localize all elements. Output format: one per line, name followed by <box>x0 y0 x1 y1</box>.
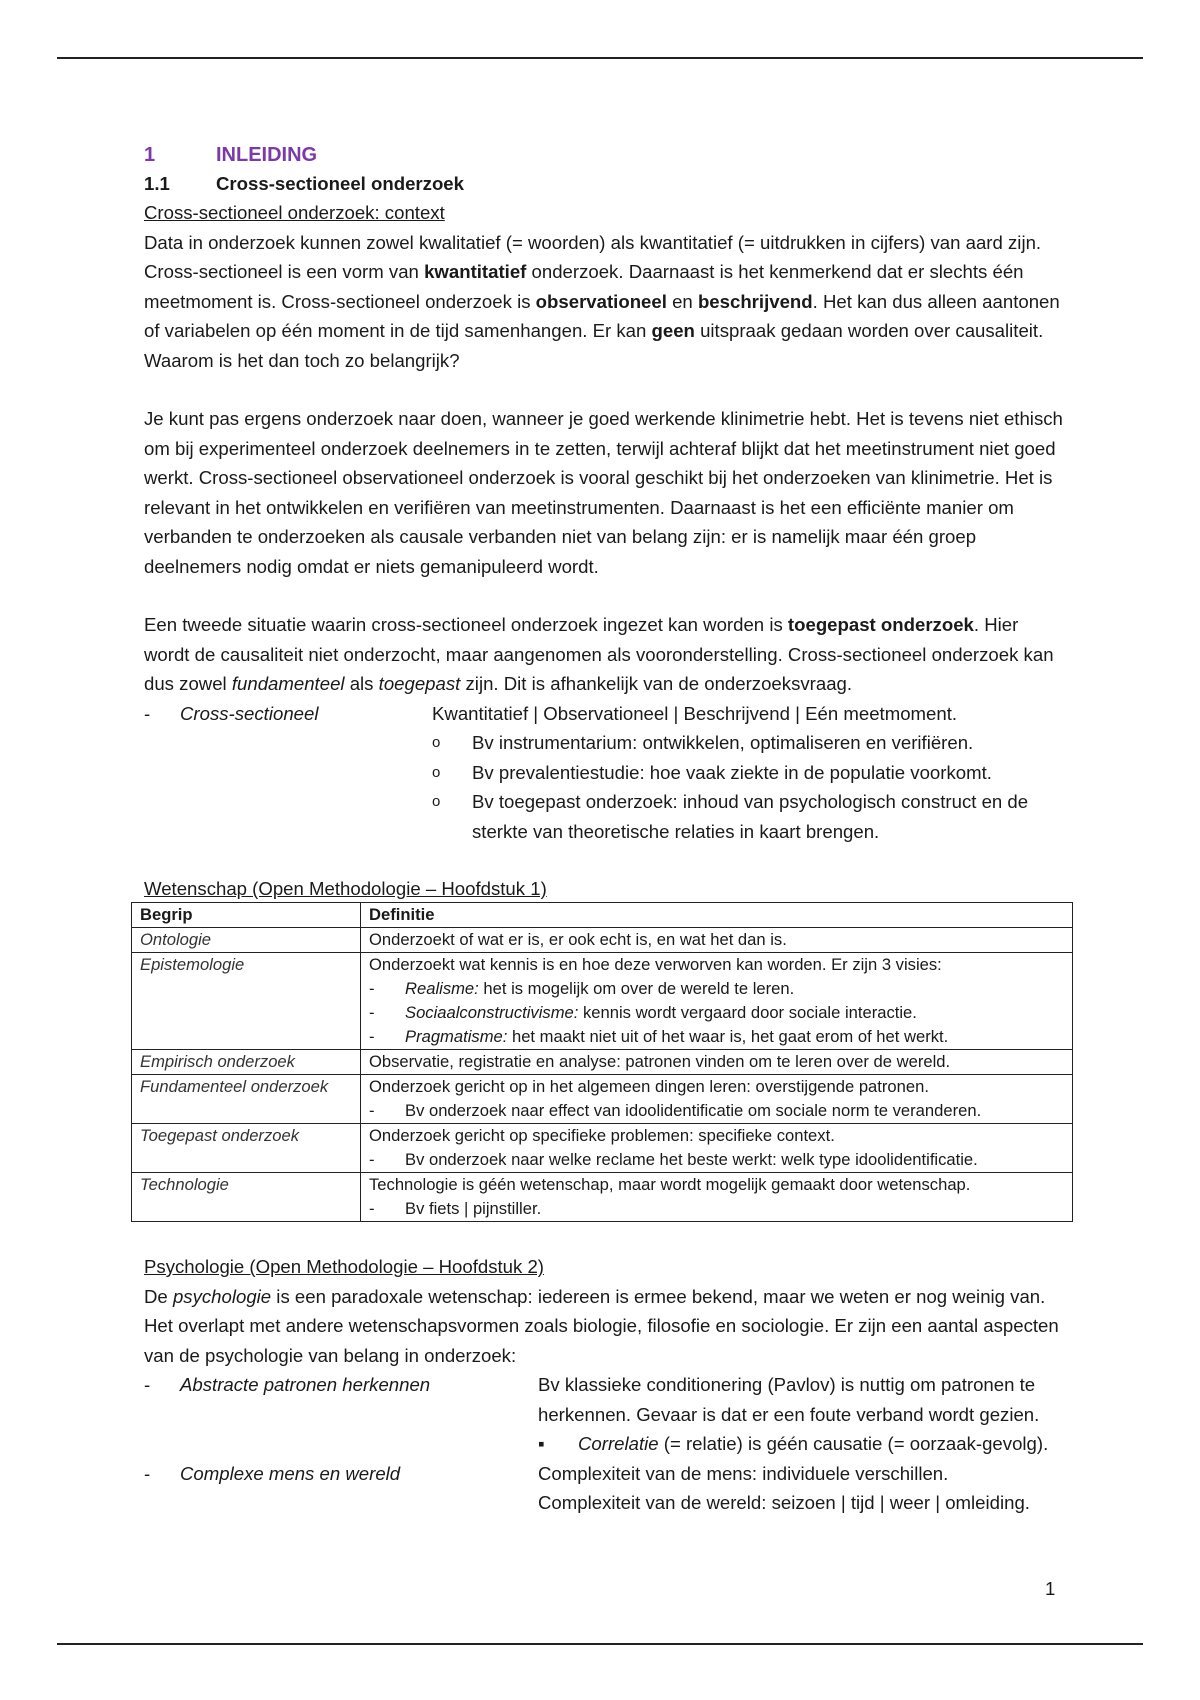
list-item: - Complexe mens en wereld Complexiteit van de mens: individuele verschillen. Complexiteit van de wereld: seizoen | tijd | weer | omleiding. <box>144 1462 1030 1513</box>
list-item: - Abstracte patronen herkennen Bv klassieke conditionering (Pavlov) is nuttig om patronen te herkennen. Gevaar is dat er een foute verband wordt gezien. <box>144 1374 1040 1425</box>
paragraph-3: Een tweede situatie waarin cross-sectioneel onderzoek ingezet kan worden is toegepast onderzoek. Hier wordt de causaliteit niet onderzocht, maar aangenomen als vooronderstelling. Cross-sectioneel onderzoek kan dus zowel fundamenteel als toegepast zijn. Dit is afhankelijk van de onderzoeksvraag. <box>144 614 1054 694</box>
definitions-table <box>131 902 1073 1222</box>
list-description: Kwantitatief | Observationeel | Beschrijvend | Eén meetmoment. <box>432 702 958 724</box>
subsection-title: Psychologie (Open Methodologie – Hoofdstuk 2) <box>144 1256 545 1277</box>
circle-bullet-icon: o <box>432 734 441 751</box>
chapter-heading <box>144 140 1064 170</box>
dash-bullet: - <box>144 702 151 724</box>
section-title: Cross-sectioneel onderzoek <box>216 173 464 194</box>
page-number: 1 <box>1045 1578 1056 1599</box>
table-row: Epistemologie Onderzoekt wat kennis is en hoe deze verworven kan worden. Er zijn 3 visies: - Realisme: het is mogelijk om over de wereld te leren. - Sociaalconstructivisme: kennis wordt vergaard door sociale interactie. - Pragmatisme: het maakt niet uit of het waar is, het gaat erom of het werkt. <box>132 953 1073 1050</box>
table-row: Toegepast onderzoek Onderzoek gericht op specifieke problemen: specifieke context. - Bv onderzoek naar welke reclame het beste werkt: welk type idoolidentificatie. <box>132 1124 1073 1173</box>
circle-bullet-icon: o <box>432 763 441 781</box>
table-title: Wetenschap (Open Methodologie – Hoofdstuk 1) <box>144 878 547 899</box>
list-term: Cross-sectioneel <box>180 702 319 724</box>
header-rule <box>57 57 1143 59</box>
table-row: Ontologie Onderzoekt of wat er is, er ook echt is, en wat het dan is. <box>132 928 1073 953</box>
sub-list-item: o Bv prevalentiestudie: hoe vaak ziekte in de populatie voorkomt. <box>432 758 1064 788</box>
sub-list-item: ▪ Correlatie (= relatie) is géén causatie (= oorzaak-gevolg). <box>538 1429 1064 1459</box>
chapter-title: INLEIDING <box>216 144 318 166</box>
paragraph-2: Je kunt pas ergens onderzoek naar doen, wanneer je goed werkende klinimetrie hebt. Het is tevens niet ethisch om bij experimenteel onderzoek deelnemers in te zetten, terwijl achteraf blijkt dat het meetinstrument niet goed werkt. Cross-sectioneel observationeel onderzoek is vooral geschikt bij het onderzoeken van klinimetrie. Het is relevant in het ontwikkelen en verifiëren van meetinstrumenten. Daarnaast is het een efficiënte manier om verbanden te onderzoeken als causale verbanden niet van belang zijn: er is namelijk maar één groep deelnemers nodig omdat er niets gemanipuleerd wordt. <box>144 408 1063 577</box>
footer-rule <box>57 1643 1143 1645</box>
table-header: Begrip <box>132 903 361 928</box>
table-header-row <box>132 903 1073 928</box>
table-row: Empirisch onderzoek Observatie, registratie en analyse: patronen vinden om te leren over de wereld. <box>132 1050 1073 1075</box>
table-row: Fundamenteel onderzoek Onderzoek gericht op in het algemeen dingen leren: overstijgende patronen. - Bv onderzoek naar effect van idoolidentificatie om sociale norm te veranderen. <box>132 1075 1073 1124</box>
section-number: 1.1 <box>144 173 170 194</box>
table-row: Technologie Technologie is géén wetenschap, maar wordt mogelijk gemaakt door wetenschap. - Bv fiets | pijnstiller. <box>132 1173 1073 1222</box>
sub-list-item: o Bv instrumentarium: ontwikkelen, optimaliseren en verifiëren. <box>432 728 1064 758</box>
section-heading <box>144 170 1064 198</box>
table-header: Definitie <box>361 903 1073 928</box>
circle-bullet-icon: o <box>432 793 441 810</box>
square-bullet-icon: ▪ <box>538 1433 545 1454</box>
list-item <box>144 699 1064 729</box>
subsection-title: Cross-sectioneel onderzoek: context <box>144 202 445 223</box>
chapter-number: 1 <box>144 144 156 166</box>
paragraph-1: Data in onderzoek kunnen zowel kwalitatief (= woorden) als kwantitatief (= uitdrukken in cijfers) van aard zijn. Cross-sectioneel is een vorm van kwantitatief onderzoek. Daarnaast is het kenmerkend dat er slechts één meetmoment is. Cross-sectioneel onderzoek is observationeel en beschrijvend. Het kan dus alleen aantonen of variabelen op één moment in de tijd samenhangen. Er kan geen uitspraak gedaan worden over causaliteit. Waarom is het dan toch zo belangrijk? <box>144 231 1060 371</box>
paragraph-4: De psychologie is een paradoxale wetenschap: iedereen is ermee bekend, maar we weten er nog weinig van. Het overlapt met andere wetenschapsvormen zoals biologie, filosofie en sociologie. Er zijn een aantal aspecten van de psychologie van belang in onderzoek: <box>144 1285 1059 1366</box>
document-page <box>140 140 1064 1518</box>
sub-list-item: o Bv toegepast onderzoek: inhoud van psychologisch construct en de sterkte van theoretische relaties in kaart brengen. <box>432 787 1064 846</box>
